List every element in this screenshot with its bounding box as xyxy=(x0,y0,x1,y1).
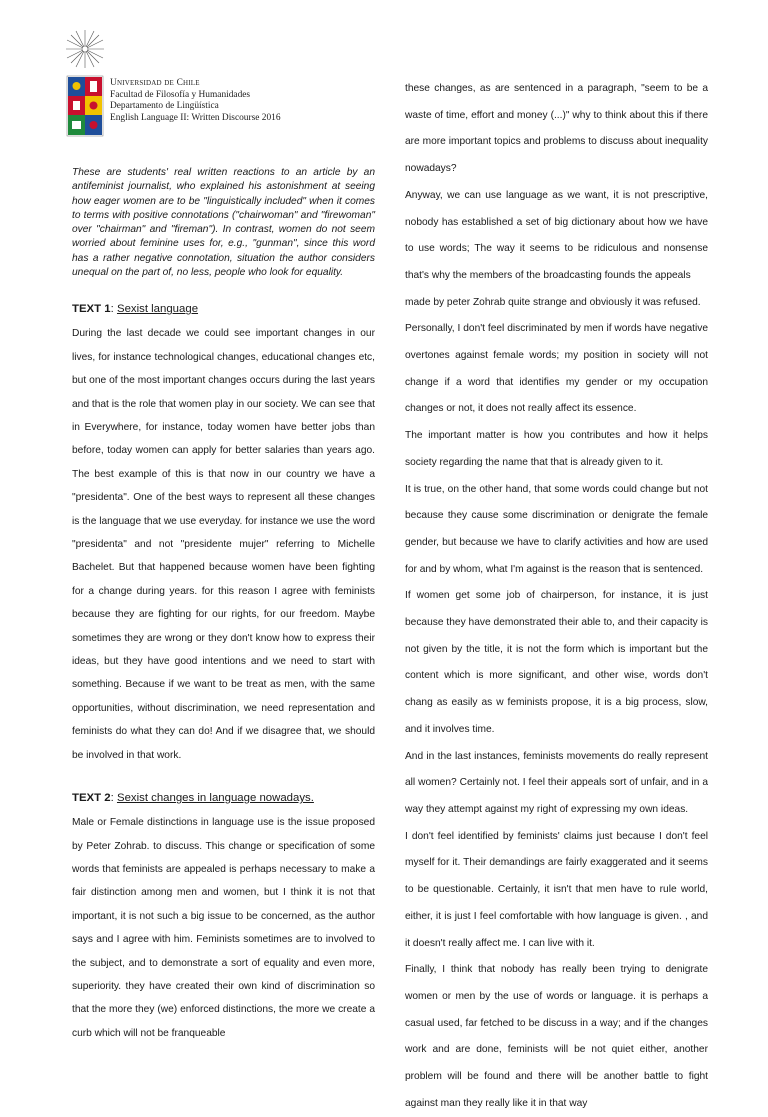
text2-paragraph: these changes, as are sentenced in a paragraph, "seem to be a waste of time, effort and money (...)" why to think about this if there are more important topics and problems to discuss about inequality nowadays? xyxy=(405,83,708,175)
text1-body: During the last decade we could see important changes in our lives, for instance technological changes, educational changes etc, but one of the most important changes occurs during the last years and that is the role that women play in our society. We can see that in Everywhere, for instance, today women have better jobs than before, today women can apply for better salaries than years ago. The best example of this is that now in our country we have a "presidenta". One of the best ways to represent all these changes is the language that we use everyday. for instance we use the word "presidenta" and not "presidente mujer" referring to Michelle Bachelet. But that happened because women have been fighting for a change during years. for this reason I agree with feminists because they are fighting for our rights, for our freedom. Maybe sometimes they are wrong or they don't know how to express their ideas, but they have good intentions and we need to start with something. Because if we want to be treat as men, with the same opportunities, without discrimination, we need representation and feminists do what they can do! And if we disagree that, we should be involved in that work. xyxy=(72,328,375,761)
text2-heading: TEXT 2: Sexist changes in language nowadays. xyxy=(72,792,314,805)
department-name: Departamento de Lingüística xyxy=(110,101,219,112)
shield xyxy=(67,76,103,136)
right-column xyxy=(405,76,708,1117)
university-name: Universidad de Chile xyxy=(110,78,200,88)
university-logo xyxy=(64,28,106,148)
institution-header xyxy=(110,78,310,124)
intro-paragraph: These are students' real written reactions to an article by an antifeminist journalist, who explained his astonishment at seeing how eager women are to be "linguistically included" when it comes to terms with positive connotations ("chairwoman" and "firewoman" over "chairman" and "fireman"). In contrast, women do not seem worried about feminine uses for, e.g., "gunman", since this word has a rather negative connotation, situation the author considers unequal on the part of, no less, people who look for equality. xyxy=(72,167,375,279)
text1-label: TEXT 1 xyxy=(72,303,111,316)
text2-label: TEXT 2 xyxy=(72,792,111,805)
text2-paragraph: Finally, I think that nobody has really been trying to denigrate women or men by the use of words or language. it is perhaps a casual used, far fetched to be discuss in a way; and if the changes work and are done, feminists will be not quiet either, another problem will be found and there will be another battle to fight against man they really like it in that way xyxy=(405,964,708,1109)
text2-paragraph: made by peter Zohrab quite strange and obviously it was refused. xyxy=(405,296,701,308)
text1-heading: TEXT 1: Sexist language xyxy=(72,303,199,316)
text2-paragraph: It is true, on the other hand, that some words could change but not because they cause some discrimination or denigrate the female gender, but because we have to clarify activities and how are used for and by whom, what I'm against is the reason that is sentenced. xyxy=(405,483,708,575)
text2-title: Sexist changes in language nowadays. xyxy=(116,792,314,805)
text2-paragraph: Anyway, we can use language as we want, it is not prescriptive, nobody has established a set of big dictionary about how we have to use words; The way it seems to be ridiculous and nonsense that's why the members of the broadcasting founds the appeals xyxy=(405,189,708,281)
text2-paragraph: If women get some job of chairperson, for instance, it is just because they have demonstrated their able to, and their capacity is not given by the title, it is not the form which is important but the content which is more significant, and other wise, words don't chang as easily as w feminists propose, it is a big process, slow, and it involves time. xyxy=(405,590,708,735)
text1-title: Sexist language xyxy=(116,303,199,316)
text2-paragraph: The important matter is how you contributes and how it helps society regarding the name that that is already given to it. xyxy=(405,430,708,468)
text2-paragraph: I don't feel identified by feminists' claims just because I don't feel myself for it. Their demandings are fairly exaggerated and it seems to be questionable. Certainly, it isn't that men have to rule world, either, it is just I feel comfortable with how language is given. , and it doesn't really affect me. I can live with it. xyxy=(405,830,708,949)
text2-body-part1: Male or Female distinctions in language use is the issue proposed by Peter Zohrab. to discuss. This change or specification of some words that feminists are appealed is perhaps necessary to make a fair distinction among men and women, but I think it is not that important, it is not such a big issue to be concerned, as the author says and I agree with him. Feminists sometimes are to involved to the subject, and to demonstrate a sort of equality and even more, superiority. they have created their own kind of discrimination so that the more they (we) enforced distinctions, the more we create a curb which will not be franqueable xyxy=(72,817,375,1039)
text2-paragraph: Personally, I don't feel discriminated by men if words have negative overtones against female words; my position in society will not change if a word that identifies my gender or my occupation changes or not, it does not really affect its essence. xyxy=(405,323,708,415)
left-column xyxy=(72,166,375,1045)
faculty-name: Facultad de Filosofía y Humanidades xyxy=(110,89,251,100)
course-name: English Language II: Written Discourse 2016 xyxy=(110,112,281,123)
text2-paragraph: And in the last instances, feminists movements do really represent all women? Certainly not. I feel their appeals sort of unfair, and in a way they attempt against my right of expressing my own ideas. xyxy=(405,750,708,815)
